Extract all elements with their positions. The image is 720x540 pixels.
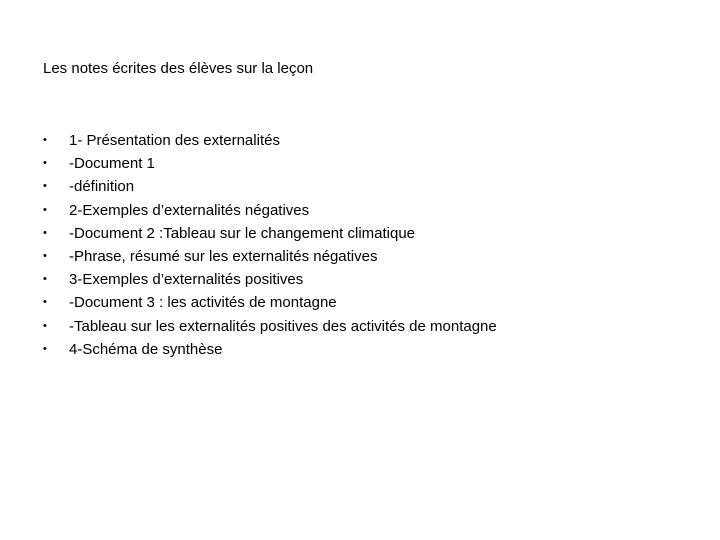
slide-title: Les notes écrites des élèves sur la leçon xyxy=(43,60,314,77)
list-item-text: -Tableau sur les externalités positives des activités de montagne xyxy=(69,317,497,335)
list-item-text: -Document 3 : les activités de montagne xyxy=(69,294,337,312)
bullet-icon: • xyxy=(43,134,47,146)
bullet-icon: • xyxy=(43,226,47,239)
list-item-text: -Document 2 :Tableau sur le changement climatique xyxy=(69,224,416,242)
bullet-icon: • xyxy=(43,203,47,216)
bullet-icon: • xyxy=(43,296,47,309)
list-item-text: -Document 1 xyxy=(69,155,155,173)
list-item-text: 4-Schéma de synthèse xyxy=(69,340,223,358)
bullet-icon: • xyxy=(43,319,47,332)
list-item-text: 2-Exemples d’externalités négatives xyxy=(69,201,310,219)
bullet-icon: • xyxy=(43,273,47,286)
list-item-text: -définition xyxy=(69,178,135,196)
bullet-icon: • xyxy=(43,342,47,355)
list-item-text: 1- Présentation des externalités xyxy=(69,132,280,149)
bullet-icon: • xyxy=(43,157,47,170)
bullet-icon: • xyxy=(43,180,47,193)
bullet-icon: • xyxy=(43,249,47,262)
list-item-text: 3-Exemples d’externalités positives xyxy=(69,271,304,289)
list-item-text: -Phrase, résumé sur les externalités négatives xyxy=(69,247,378,265)
